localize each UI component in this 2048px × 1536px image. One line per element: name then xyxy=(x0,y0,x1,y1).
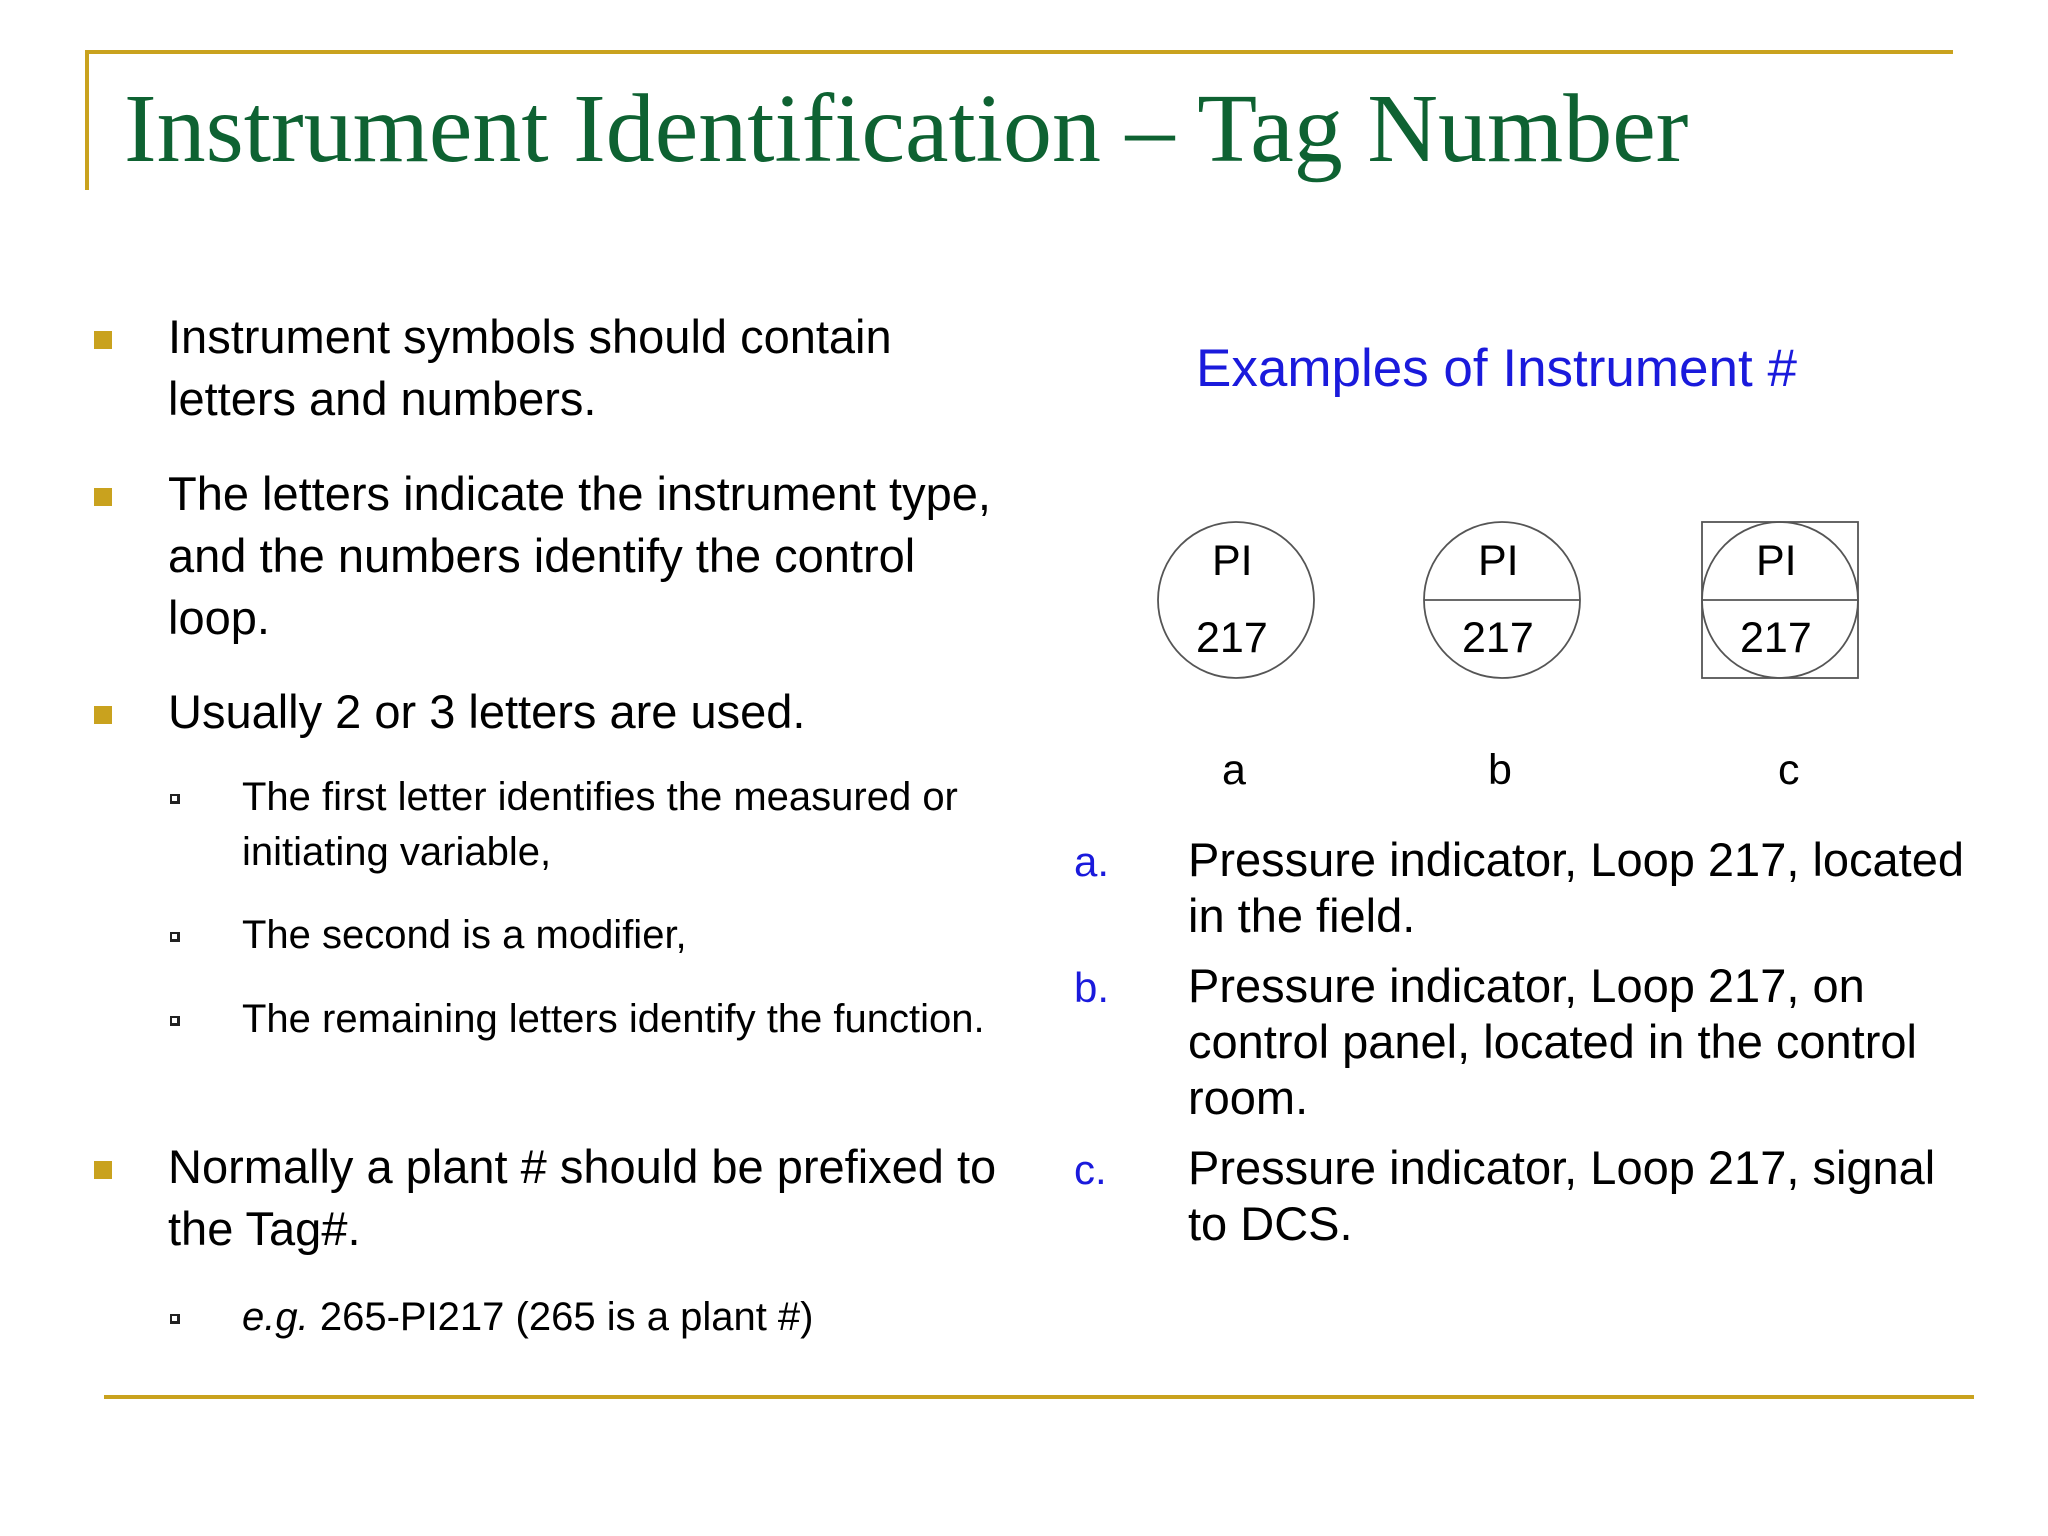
bullet-item xyxy=(168,463,1018,649)
square-bullet-icon xyxy=(94,706,112,724)
left-rule xyxy=(85,50,89,190)
symbol-b-letters: PI xyxy=(1478,537,1519,585)
sub-bullet-text: The second is a modifier, xyxy=(242,913,687,957)
item-text-b: Pressure indicator, Loop 217, on control panel, located in the control room. xyxy=(1188,959,1917,1124)
item-letter-a: a. xyxy=(1074,838,1110,885)
hollow-square-bullet-icon xyxy=(170,794,180,804)
hollow-square-bullet-icon xyxy=(170,932,180,942)
symbol-b-number: 217 xyxy=(1462,614,1534,662)
slide-title: Instrument Identification – Tag Number xyxy=(124,75,1689,183)
square-bullet-icon xyxy=(94,1161,112,1179)
symbol-a-number: 217 xyxy=(1196,614,1268,662)
bullet-item xyxy=(168,681,1018,743)
symbol-b-caption: b xyxy=(1488,746,1512,794)
symbol-c-caption: c xyxy=(1778,746,1800,794)
bullet-item xyxy=(168,306,1018,430)
bullet-item xyxy=(168,1136,1018,1260)
sub-bullet-italic: e.g. xyxy=(242,1295,309,1339)
sub-bullet-item xyxy=(242,908,1002,963)
bullet-text: Usually 2 or 3 letters are used. xyxy=(168,685,806,738)
bullet-text: Normally a plant # should be prefixed to the Tag#. xyxy=(168,1140,997,1255)
bottom-rule xyxy=(104,1395,1974,1399)
sub-bullet-item xyxy=(242,992,1002,1047)
item-letter-b: b. xyxy=(1074,964,1110,1011)
symbol-a-caption: a xyxy=(1222,746,1246,794)
bullet-text: The letters indicate the instrument type, and the numbers identify the control loop. xyxy=(168,467,991,644)
item-letter-c: c. xyxy=(1074,1146,1107,1193)
sub-bullet-text: The first letter identifies the measured or initiating variable, xyxy=(242,775,958,874)
sub-bullet-item xyxy=(242,770,1002,880)
examples-heading: Examples of Instrument # xyxy=(1196,339,1797,398)
symbol-c-letters: PI xyxy=(1756,537,1797,585)
bullet-text: Instrument symbols should contain letters and numbers. xyxy=(168,310,892,425)
sub-bullet-text: 265-PI217 (265 is a plant #) xyxy=(308,1295,814,1339)
symbol-a-letters: PI xyxy=(1212,537,1253,585)
symbol-c-number: 217 xyxy=(1740,614,1812,662)
square-bullet-icon xyxy=(94,331,112,349)
item-text-a: Pressure indicator, Loop 217, located in the field. xyxy=(1188,833,1965,942)
hollow-square-bullet-icon xyxy=(170,1016,180,1026)
hollow-square-bullet-icon xyxy=(170,1314,180,1324)
item-text-c: Pressure indicator, Loop 217, signal to DCS. xyxy=(1188,1141,1936,1250)
sub-bullet-item xyxy=(242,1290,1002,1345)
sub-bullet-text: The remaining letters identify the function. xyxy=(242,997,985,1041)
top-rule xyxy=(85,50,1953,54)
square-bullet-icon xyxy=(94,488,112,506)
